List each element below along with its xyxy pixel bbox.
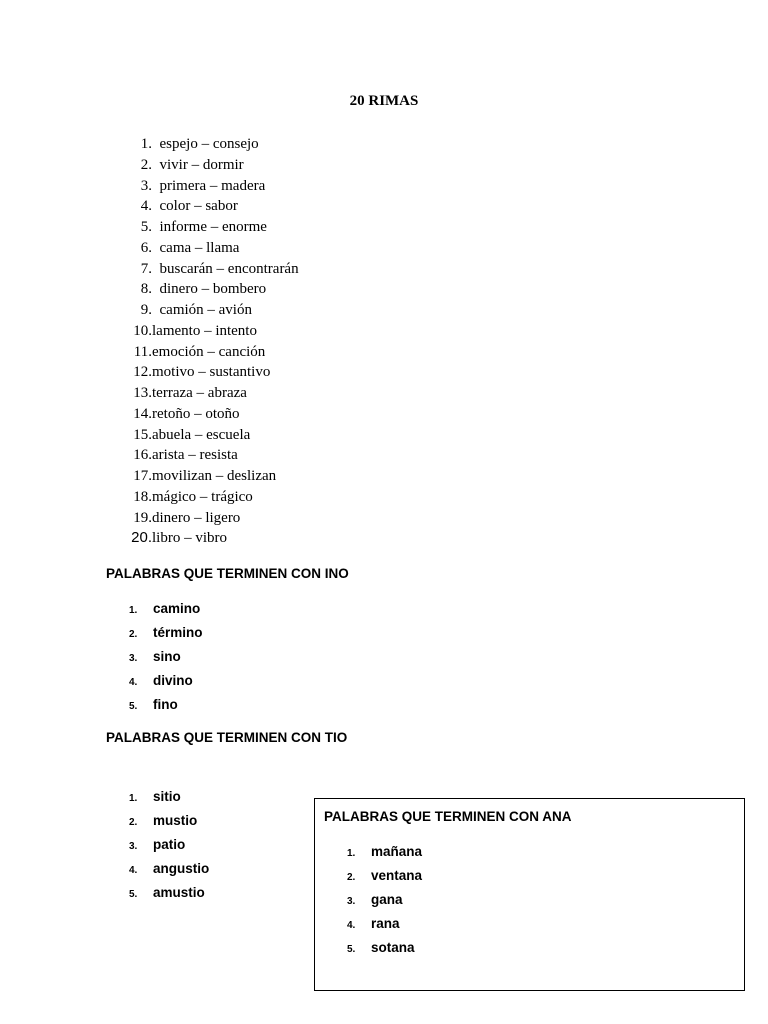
item-number: 8. — [140, 281, 152, 298]
item-number: 14. — [133, 405, 152, 422]
list-item — [128, 155, 299, 176]
item-text: camino — [153, 601, 201, 616]
item-text: sino — [153, 649, 181, 664]
list-item — [128, 196, 299, 217]
item-number: 5. — [129, 889, 138, 900]
list-item — [128, 176, 299, 197]
item-number: 4. — [129, 865, 138, 876]
list-item — [129, 857, 209, 881]
list-item — [128, 217, 299, 238]
item-number: 3. — [129, 841, 138, 852]
list-item — [128, 508, 299, 529]
list-item — [129, 621, 203, 645]
item-text: informe – enorme — [159, 219, 267, 235]
ana-text-box — [314, 798, 745, 991]
list-item — [128, 528, 299, 549]
item-number: 13. — [133, 385, 152, 401]
item-text: terraza – abraza — [152, 385, 247, 401]
list-item — [347, 912, 422, 936]
item-text: camión – avión — [159, 302, 252, 318]
item-text: angustio — [153, 861, 210, 876]
item-text: patio — [153, 837, 186, 852]
list-item — [129, 833, 209, 857]
item-text: retoño – otoño — [152, 405, 240, 422]
item-number: 2. — [140, 156, 152, 173]
section-heading-ana: PALABRAS QUE TERMINEN CON ANA — [324, 809, 572, 824]
list-item — [128, 425, 299, 446]
list-item — [128, 487, 299, 508]
list-item — [129, 597, 203, 621]
item-number: 19. — [133, 509, 152, 526]
list-item — [347, 888, 422, 912]
list-item — [128, 445, 299, 466]
section-heading-tio: PALABRAS QUE TERMINEN CON TIO — [106, 730, 348, 745]
list-item — [129, 881, 209, 905]
item-number: 1. — [129, 605, 138, 616]
item-text: fino — [153, 697, 178, 712]
list-item — [128, 404, 299, 425]
item-number: 16. — [133, 447, 152, 464]
item-number: 5. — [140, 219, 152, 235]
list-item — [128, 342, 299, 363]
list-item — [129, 645, 203, 669]
item-number: 17. — [133, 468, 152, 484]
item-text: divino — [153, 673, 193, 688]
list-item — [347, 936, 422, 960]
item-text: sotana — [371, 940, 415, 955]
item-text: emoción – canción — [152, 343, 266, 360]
item-text: libro – vibro — [152, 530, 227, 547]
item-text: vivir – dormir — [159, 156, 244, 173]
list-item — [128, 279, 299, 300]
item-text: color – sabor — [159, 198, 238, 215]
item-text: dinero – bombero — [159, 281, 267, 298]
list-item — [129, 785, 209, 809]
tio-list — [129, 785, 209, 905]
item-text: abuela – escuela — [152, 426, 251, 443]
item-text: mágico – trágico — [152, 488, 253, 505]
item-text: mañana — [371, 844, 423, 859]
list-item — [128, 134, 299, 155]
item-text: dinero – ligero — [152, 509, 241, 526]
item-number: 2. — [129, 817, 138, 828]
list-item — [129, 693, 203, 717]
item-text: primera – madera — [159, 177, 266, 194]
item-text: sitio — [153, 789, 181, 804]
item-number: 6. — [140, 239, 152, 256]
list-item — [347, 840, 422, 864]
item-text: motivo – sustantivo — [152, 364, 271, 381]
list-item — [129, 669, 203, 693]
item-number: 1. — [347, 848, 356, 859]
list-item — [128, 466, 299, 487]
item-number: 3. — [347, 896, 356, 907]
item-number: 3. — [140, 177, 152, 194]
item-number: 15. — [133, 426, 152, 443]
item-number: 18. — [133, 488, 152, 505]
item-number: 7. — [140, 260, 152, 277]
list-item — [128, 321, 299, 342]
list-item — [128, 259, 299, 280]
item-number: 3. — [129, 653, 138, 664]
list-item — [128, 300, 299, 321]
item-text: mustio — [153, 813, 198, 828]
list-item — [128, 383, 299, 404]
item-number: 20. — [131, 529, 152, 547]
item-number: 9. — [140, 302, 152, 318]
item-text: arista – resista — [152, 447, 238, 464]
item-number: 2. — [129, 629, 138, 640]
list-item — [128, 238, 299, 259]
item-text: lamento – intento — [152, 322, 257, 339]
item-number: 5. — [129, 701, 138, 712]
section-heading-ino: PALABRAS QUE TERMINEN CON INO — [106, 566, 349, 581]
list-item — [128, 362, 299, 383]
item-number: 1. — [140, 136, 152, 152]
rimas-list — [128, 134, 299, 549]
item-text: ventana — [371, 868, 423, 883]
item-number: 5. — [347, 944, 356, 955]
item-number: 1. — [129, 793, 138, 804]
item-number: 12. — [133, 364, 152, 381]
item-number: 4. — [140, 198, 152, 215]
item-number: 4. — [347, 920, 356, 931]
item-number: 2. — [347, 872, 356, 883]
list-item — [129, 809, 209, 833]
ino-list — [129, 597, 203, 717]
item-text: amustio — [153, 885, 205, 900]
ana-list — [347, 840, 422, 960]
item-text: buscarán – encontrarán — [159, 260, 299, 277]
item-number: 10. — [133, 322, 152, 339]
item-text: rana — [371, 916, 400, 931]
list-item — [347, 864, 422, 888]
item-text: espejo – consejo — [159, 136, 259, 152]
item-text: gana — [371, 892, 403, 907]
item-number: 11. — [133, 343, 152, 360]
item-number: 4. — [129, 677, 138, 688]
item-text: término — [153, 625, 203, 640]
item-text: cama – llama — [159, 239, 240, 256]
item-text: movilizan – deslizan — [152, 468, 277, 484]
page-title: 20 RIMAS — [349, 93, 419, 109]
